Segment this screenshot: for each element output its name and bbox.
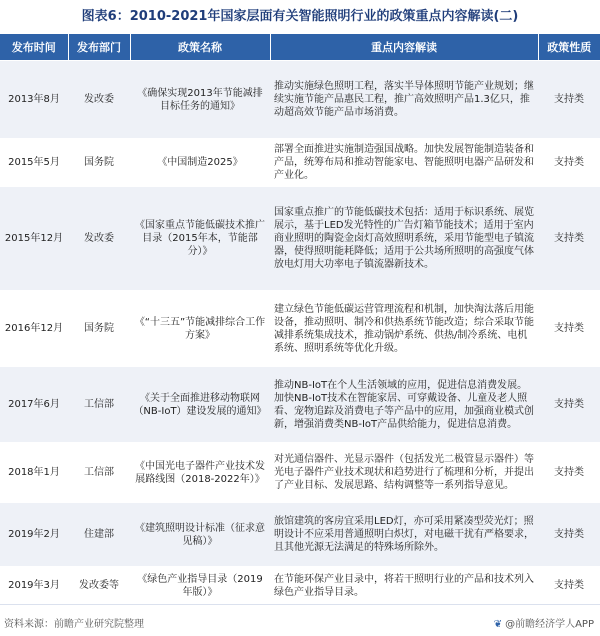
cell-dept: 国务院: [68, 139, 130, 187]
cell-nature: 支持类: [538, 187, 600, 291]
cell-content: 建立绿色节能低碳运营管理流程和机制，加快淘汰落后用能设备，推动照明、制冷和供热系统节能改造；综合采取节能减排系统集成技术，推动锅炉系统、供热/制冷系统、电机系统、照明系统等优化升级。: [270, 291, 538, 367]
cell-name: 《建筑照明设计标准（征求意见稿）》: [130, 503, 270, 567]
cell-date: 2018年1月: [0, 443, 68, 503]
table-row: [0, 443, 600, 503]
cell-name: 《中国制造2025》: [130, 139, 270, 187]
cell-date: 2016年12月: [0, 291, 68, 367]
cell-name: 《国家重点节能低碳技术推广目录（2015年本，节能部分）》: [130, 187, 270, 291]
cell-dept: 工信部: [68, 443, 130, 503]
chart-title: 图表6：2010-2021年国家层面有关智能照明行业的政策重点内容解读(二): [81, 9, 519, 24]
table-row: [0, 367, 600, 443]
cell-name: 《中国光电子器件产业技术发展路线图（2018-2022年）》: [130, 443, 270, 503]
table-header-row: [0, 34, 600, 61]
header-date: 发布时间: [0, 34, 68, 61]
cell-content: 旅馆建筑的客房宜采用LED灯，亦可采用紧凑型荧光灯；照明设计不应采用普通照明白炽灯，对电磁干扰有严格要求，且其他光源无法满足的特殊场所除外。: [270, 503, 538, 567]
cell-dept: 住建部: [68, 503, 130, 567]
table-row: [0, 503, 600, 567]
cell-content: 推动NB-IoT在个人生活领域的应用，促进信息消费发展。加快NB-IoT技术在智能家居、可穿戴设备、儿童及老人照看、宠物追踪及消费电子等产品中的应用，加强商业模式创新，增强消费类NB-IoT产品供给能力，促进信息消费。: [270, 367, 538, 443]
table-row: [0, 139, 600, 187]
cell-date: 2015年5月: [0, 139, 68, 187]
cell-date: 2017年6月: [0, 367, 68, 443]
cell-dept: 国务院: [68, 291, 130, 367]
cell-dept: 发改委: [68, 61, 130, 139]
cell-name: 《关于全面推进移动物联网（NB-IoT）建设发展的通知》: [130, 367, 270, 443]
table-row: [0, 291, 600, 367]
brand-credit: [494, 614, 594, 636]
leaf-logo-icon: ❦: [493, 619, 503, 630]
cell-date: 2019年3月: [0, 567, 68, 605]
cell-dept: 工信部: [68, 367, 130, 443]
cell-date: 2019年2月: [0, 503, 68, 567]
table-row: [0, 187, 600, 291]
cell-content: 推动实施绿色照明工程，落实半导体照明节能产业规划；继续实施节能产品惠民工程，推广高效照明产品1.3亿只，推动超高效节能产品市场消费。: [270, 61, 538, 139]
cell-nature: 支持类: [538, 443, 600, 503]
cell-content: 对光通信器件、光显示器件（包括发光二极管显示器件）等光电子器件产业技术现状和趋势进行了梳理和分析，并提出了产业目标、发展思路、结构调整等一系列指导意见。: [270, 443, 538, 503]
table-row: [0, 567, 600, 605]
header-content: 重点内容解读: [270, 34, 538, 61]
header-nature: 政策性质: [538, 34, 600, 61]
cell-nature: 支持类: [538, 139, 600, 187]
footer: [0, 614, 600, 636]
policy-table: [0, 34, 600, 605]
cell-date: 2013年8月: [0, 61, 68, 139]
cell-name: 《“十三五”节能减排综合工作方案》: [130, 291, 270, 367]
cell-content: 在节能环保产业目录中，将若干照明行业的产品和技术列入绿色产业指导目录。: [270, 567, 538, 605]
brand-text: @前瞻经济学人APP: [505, 619, 594, 630]
source-note: 资料来源：前瞻产业研究院整理: [4, 619, 144, 630]
cell-nature: 支持类: [538, 367, 600, 443]
cell-dept: 发改委: [68, 187, 130, 291]
cell-date: 2015年12月: [0, 187, 68, 291]
cell-content: 国家重点推广的节能低碳技术包括：适用于标识系统、展览展示，基于LED发光特性的广告灯箱节能技术；适用于室内商业照明的陶瓷金卤灯高效照明系统，采用节能型电子镇流器，使得照明能耗降低；适用于公共场所照明的高强度气体放电灯用大功率电子镇流器新技术。: [270, 187, 538, 291]
cell-content: 部署全面推进实施制造强国战略。加快发展智能制造装备和产品，统筹布局和推动智能家电、智能照明电器产品研发和产业化。: [270, 139, 538, 187]
cell-nature: 支持类: [538, 61, 600, 139]
cell-nature: 支持类: [538, 503, 600, 567]
header-name: 政策名称: [130, 34, 270, 61]
cell-name: 《绿色产业指导目录（2019年版）》: [130, 567, 270, 605]
table-row: [0, 61, 600, 139]
cell-nature: 支持类: [538, 291, 600, 367]
cell-nature: 支持类: [538, 567, 600, 605]
header-dept: 发布部门: [68, 34, 130, 61]
cell-dept: 发改委等: [68, 567, 130, 605]
cell-name: 《确保实现2013年节能减排目标任务的通知》: [130, 61, 270, 139]
